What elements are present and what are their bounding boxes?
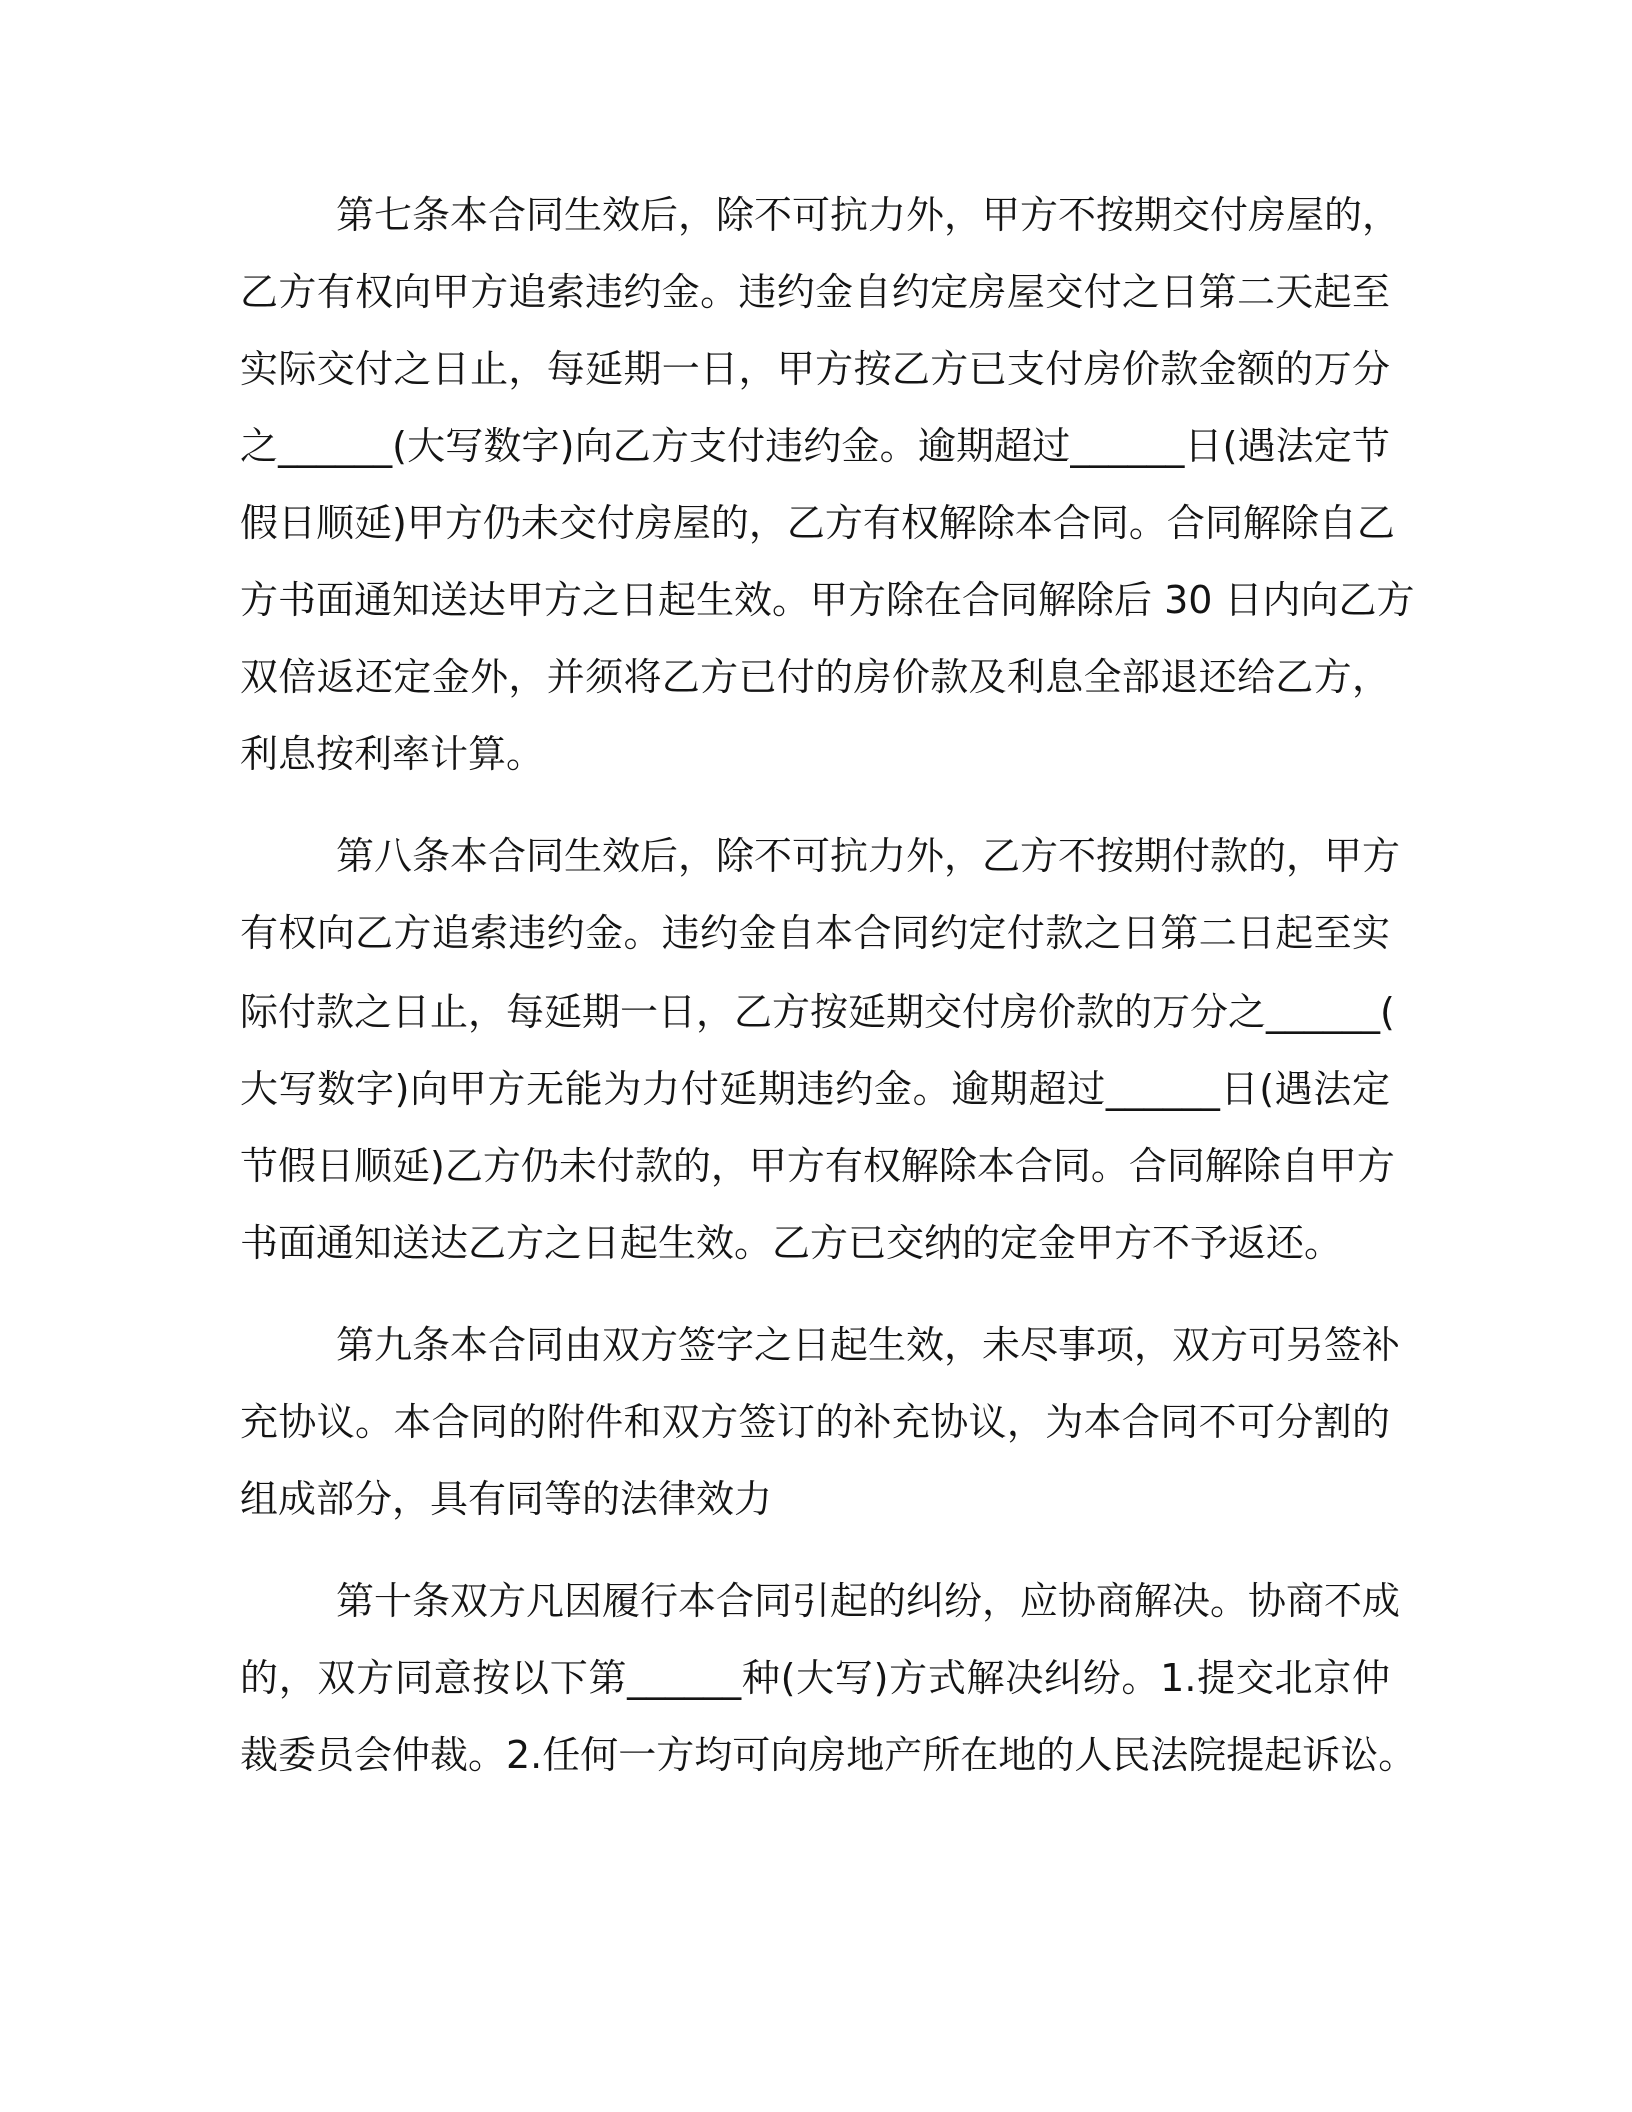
article-8-line-3: 际付款之日止，每延期一日，乙方按延期交付房价款的万分之______(	[240, 990, 1395, 1034]
article-8-line-2: 有权向乙方追索违约金。违约金自本合同约定付款之日第二日起至实	[240, 911, 1390, 955]
article-7-line-8: 利息按利率计算。	[240, 732, 545, 776]
article-9-line-3: 组成部分，具有同等的法律效力	[240, 1477, 773, 1521]
article-7-line-6: 方书面通知送达甲方之日起生效。甲方除在合同解除后 30 日内向乙方	[240, 578, 1415, 622]
article-7-line-1: 第七条本合同生效后，除不可抗力外，甲方不按期交付房屋的，	[336, 193, 1401, 237]
article-8-line-6: 书面通知送达乙方之日起生效。乙方已交纳的定金甲方不予返还。	[240, 1221, 1343, 1265]
article-9-line-2: 充协议。本合同的附件和双方签订的补充协议，为本合同不可分割的	[240, 1400, 1390, 1444]
article-8-line-1: 第八条本合同生效后，除不可抗力外，乙方不按期付款的，甲方	[336, 834, 1401, 878]
article-8-line-4: 大写数字)向甲方无能为力付延期违约金。逾期超过______日(遇法定	[240, 1067, 1390, 1111]
article-7-line-2: 乙方有权向甲方追索违约金。违约金自约定房屋交付之日第二天起至	[240, 270, 1390, 314]
article-7-line-5: 假日顺延)甲方仍未交付房屋的，乙方有权解除本合同。合同解除自乙	[240, 501, 1395, 545]
article-9-line-1: 第九条本合同由双方签字之日起生效，未尽事项，双方可另签补	[336, 1323, 1401, 1367]
article-10-line-3: 裁委员会仲裁。2.任何一方均可向房地产所在地的人民法院提起诉讼。	[240, 1733, 1417, 1777]
article-8-line-5: 节假日顺延)乙方仍未付款的，甲方有权解除本合同。合同解除自甲方	[240, 1144, 1395, 1188]
article-7-line-4: 之______(大写数字)向乙方支付违约金。逾期超过______日(遇法定节	[240, 424, 1390, 468]
article-7-line-3: 实际交付之日止，每延期一日，甲方按乙方已支付房价款金额的万分	[240, 347, 1390, 391]
article-10-line-2: 的，双方同意按以下第______种(大写)方式解决纠纷。1.提交北京仲	[240, 1656, 1390, 1700]
article-10-line-1: 第十条双方凡因履行本合同引起的纠纷，应协商解决。协商不成	[336, 1579, 1401, 1623]
article-7-line-7: 双倍返还定金外，并须将乙方已付的房价款及利息全部退还给乙方，	[240, 655, 1390, 699]
